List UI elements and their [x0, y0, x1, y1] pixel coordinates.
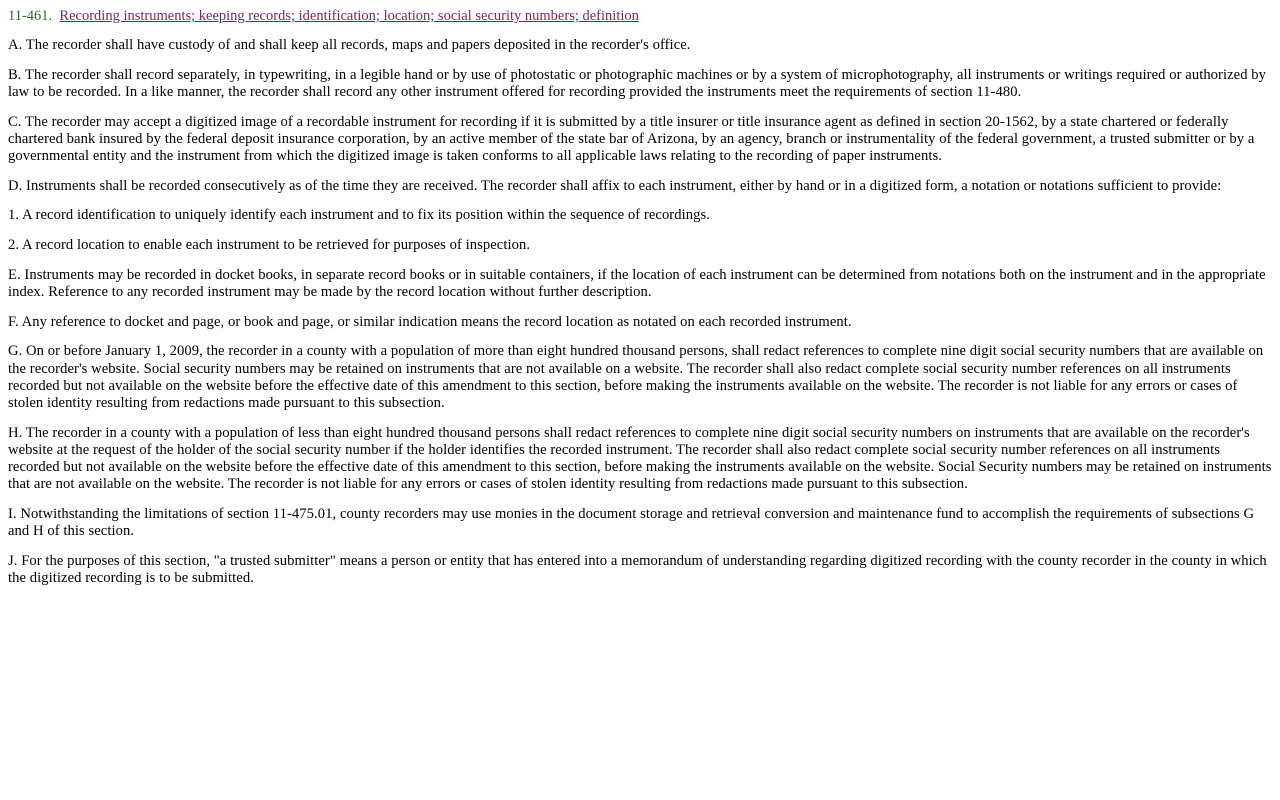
- statute-heading: [8, 8, 1272, 25]
- paragraph-a: A. The recorder shall have custody of and shall keep all records, maps and papers deposited in the recorder's office.: [8, 37, 691, 53]
- paragraph-j: J. For the purposes of this section, "a trusted submitter" means a person or entity that has entered into a memorandum of understanding regarding digitized recording with the county recorder in the county in which the digitized recording is to be submitted.: [8, 552, 1267, 587]
- paragraph-d-item-2: 2. A record location to enable each instrument to be retrieved for purposes of inspection.: [8, 237, 531, 254]
- paragraph-b: B. The recorder shall record separately, in typewriting, in a legible hand or by use of photostatic or photographic machines or by a system of microphotography, all instruments or writings required or authorized by law to be recorded. In a like manner, the recorder shall record any other instrument offered for recording provided the instruments meet the requirements of section 11-480.: [8, 66, 1267, 100]
- statute-title-link[interactable]: Recording instruments; keeping records; identification; location; social security numbers; definition: [59, 8, 639, 24]
- statute-body: [8, 37, 1272, 587]
- paragraph-i: I. Notwithstanding the limitations of section 11-475.01, county recorders may use monies in the document storage and retrieval conversion and maintenance fund to accomplish the requirements of subsections G and H of this section.: [8, 506, 1255, 540]
- paragraph-d-item-1: 1. A record identification to uniquely identify each instrument and to fix its position within the sequence of recordings.: [8, 207, 710, 224]
- paragraph-g: G. On or before January 1, 2009, the recorder in a county with a population of more than eight hundred thousand persons, shall redact references to complete nine digit social security numbers that are available on the recorder's website. Social security numbers may be retained on instruments that are not available on a website. The recorder shall also redact complete social security number references on all instruments recorded but not available on the website before the effective date of this amendment to this section, before making the instruments available on the website. The recorder is not liable for any errors or cases of stolen identity resulting from redactions made pursuant to this subsection.: [8, 343, 1264, 412]
- paragraph-c: C. The recorder may accept a digitized image of a recordable instrument for recording if it is submitted by a title insurer or title insurance agent as defined in section 20-1562, by a state chartered or federally chartered bank insured by the federal deposit insurance corporation, by an active member of the state bar of Arizona, by an agency, branch or instrumentality of the federal government, a trusted submitter or by a governmental entity and the instrument from which the digitized image is taken conforms to all applicable laws relating to the recording of paper instruments.: [8, 113, 1255, 165]
- paragraph-d: D. Instruments shall be recorded consecutively as of the time they are received. The recorder shall affix to each instrument, either by hand or in a digitized form, a notation or notations sufficient to provide:: [8, 177, 1222, 194]
- paragraph-h: H. The recorder in a county with a population of less than eight hundred thousand persons shall redact references to complete nine digit social security numbers on instruments that are available on the recorder's website at the request of the holder of the social security number if the holder identifies the recorded instrument. The recorder shall also redact complete social security number references on all instruments recorded but not available on the website before the effective date of this amendment to this section, before making the instruments available on the website. Social Security numbers may be retained on instruments that are not available on the website. The recorder is not liable for any errors or cases of stolen identity resulting from redactions made pursuant to this subsection.: [8, 424, 1272, 493]
- paragraph-f: F. Any reference to docket and page, or book and page, or similar indication means the record location as notated on each recorded instrument.: [8, 313, 852, 330]
- paragraph-e: E. Instruments may be recorded in docket books, in separate record books or in suitable containers, if the location of each instrument can be determined from notations both on the instrument and in the appropriate index. Reference to any recorded instrument may be made by the record location without further description.: [8, 266, 1266, 301]
- statute-number: 11-461.: [8, 8, 53, 24]
